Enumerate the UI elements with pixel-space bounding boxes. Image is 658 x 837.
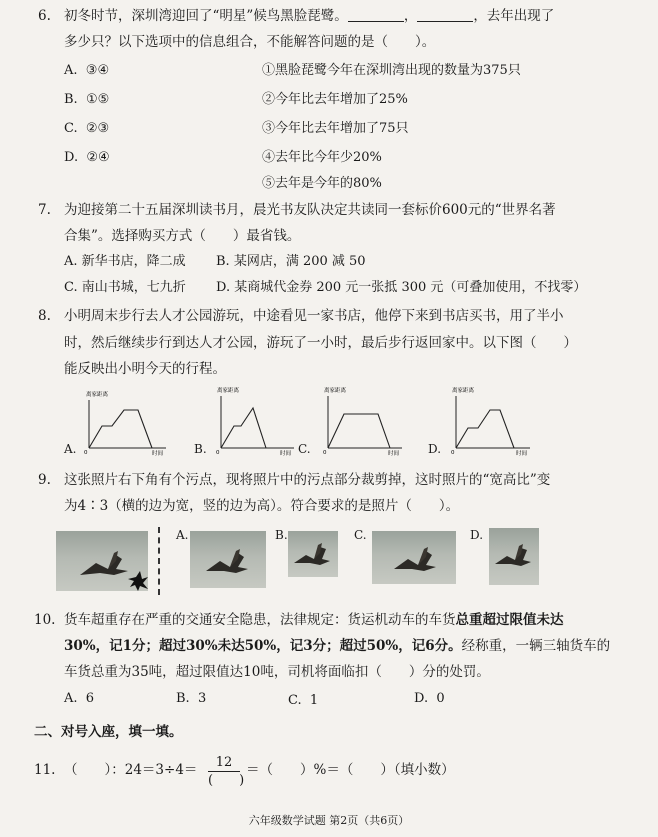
q8-graph-a-x-label: 时间 (152, 451, 164, 457)
q8-graph-a-y-label: 离家距离 (86, 392, 109, 398)
q8-graph-d-label[interactable]: D. (428, 442, 442, 456)
q8-graph-b-label[interactable]: B. (194, 442, 207, 456)
q8-graph-d-x-label: 时间 (516, 451, 528, 457)
q8-line1: 8. 小明周末步行去人才公园游玩，中途看见一家书店，他停下来到书店买书，用了半小 (38, 308, 564, 324)
q9-photo-a[interactable] (190, 531, 266, 588)
q8-graph-c-x-label: 时间 (388, 451, 400, 457)
q9-line2: 为4∶3（横的边为宽，竖的边为高）。符合要求的是照片（ ）。 (64, 498, 460, 514)
q8-graph-c-label[interactable]: C. (298, 442, 311, 456)
q6-statement-4: ④去年比今年少20% (262, 150, 382, 165)
q10-option-c[interactable]: C. 1 (288, 693, 319, 708)
q7-option-d[interactable]: D. 某商城代金券 200 元一张抵 300 元（可叠加使用，不找零） (216, 280, 587, 295)
q8-graph-b-y-label: 离家距离 (217, 388, 240, 394)
q6-statement-3: ③今年比去年增加了75只 (262, 121, 409, 136)
q10-line3: 车货总重为35吨，超过限值达10吨，司机将面临扣（ ）分的处罚。 (64, 664, 490, 680)
q8-graph-d-y-label: 离家距离 (452, 388, 475, 394)
q6-option-a[interactable]: A. ③④ (64, 63, 110, 78)
q9-photo-c[interactable] (372, 531, 456, 584)
q7-option-c[interactable]: C. 南山书城，七九折 (64, 280, 186, 295)
q8-graph-d[interactable] (444, 384, 536, 462)
q8-graph-b-x-label: 时间 (280, 451, 292, 457)
q7-option-a[interactable]: A. 新华书店，降二成 (64, 254, 186, 269)
q9-photo-a-label[interactable]: A. (176, 528, 189, 542)
q8-graph-b[interactable] (208, 384, 300, 462)
q10-option-d[interactable]: D. 0 (414, 691, 445, 706)
svg-text:0: 0 (323, 450, 327, 456)
q9-photo-b-label[interactable]: B. (275, 528, 288, 542)
q11-fraction[interactable]: 12 ( ) (208, 755, 245, 788)
svg-text:0: 0 (84, 450, 88, 456)
q6-line2: 多少只？以下选项中的信息组合，不能解答问题的是（ ）。 (64, 34, 436, 50)
q8-graph-c[interactable] (316, 384, 408, 462)
q11-line-rest: ＝（ ）%＝（ ）（填小数） (246, 762, 455, 778)
q8-graph-a-label[interactable]: A. (64, 442, 77, 456)
q8-line2: 时，然后继续步行到达人才公园，游玩了一小时，最后步行返回家中。以下图（ ） (64, 335, 577, 351)
q9-divider (158, 527, 160, 595)
q6-statement-1: ①黑脸琵鹭今年在深圳湾出现的数量为375只 (262, 63, 521, 78)
q9-photo-b[interactable] (288, 531, 338, 577)
q7-option-b[interactable]: B. 某网店，满 200 减 50 (216, 254, 366, 269)
q10-option-b[interactable]: B. 3 (176, 691, 207, 706)
q9-photo-c-label[interactable]: C. (354, 528, 367, 542)
q9-original-photo (56, 531, 148, 591)
q9-photo-d[interactable] (489, 528, 539, 585)
svg-text:0: 0 (451, 450, 455, 456)
q10-option-a[interactable]: A. 6 (64, 691, 95, 706)
q6-line1: 6. 初冬时节，深圳湾迎回了“明星”候鸟黑脸琵鹭。 ， ，去年出现了 (38, 8, 555, 24)
q6-statement-5: ⑤去年是今年的80% (262, 176, 382, 191)
q9-line1: 9. 这张照片右下角有个污点，现将照片中的污点部分裁剪掉，这时照片的“宽高比”变 (38, 472, 551, 488)
q6-option-d[interactable]: D. ②④ (64, 150, 110, 165)
page-footer: 六年级数学试题 第2页（共6页） (248, 814, 410, 827)
q8-graph-c-y-label: 离家距离 (324, 388, 347, 394)
section2-title: 二、对号入座，填一填。 (34, 724, 183, 740)
q6-blank-1[interactable] (348, 7, 404, 22)
q8-graph-a[interactable] (80, 388, 172, 462)
q6-option-c[interactable]: C. ②③ (64, 121, 110, 136)
svg-text:0: 0 (216, 450, 220, 456)
q6-statement-2: ②今年比去年增加了25% (262, 92, 408, 107)
q8-line3: 能反映出小明今天的行程。 (64, 361, 226, 377)
q10-line1: 10. 货车超重存在严重的交通安全隐患，法律规定：货运机动车的车货总重超过限值未达 (34, 612, 564, 628)
q7-line1: 7. 为迎接第二十五届深圳读书月，晨光书友队决定共读同一套标价600元的“世界名著 (38, 202, 556, 218)
q7-line2: 合集”。选择购买方式（ ）最省钱。 (64, 228, 301, 244)
q10-line2: 30%，记1分；超过30%未达50%，记3分；超过50%，记6分。经称重，一辆三轴货车的 (64, 638, 611, 654)
q6-blank-2[interactable] (417, 7, 473, 22)
q6-option-b[interactable]: B. ①⑤ (64, 92, 110, 107)
q9-photo-d-label[interactable]: D. (470, 528, 484, 542)
q11-line: 11. （ ）：24＝3÷4＝ (34, 762, 198, 778)
